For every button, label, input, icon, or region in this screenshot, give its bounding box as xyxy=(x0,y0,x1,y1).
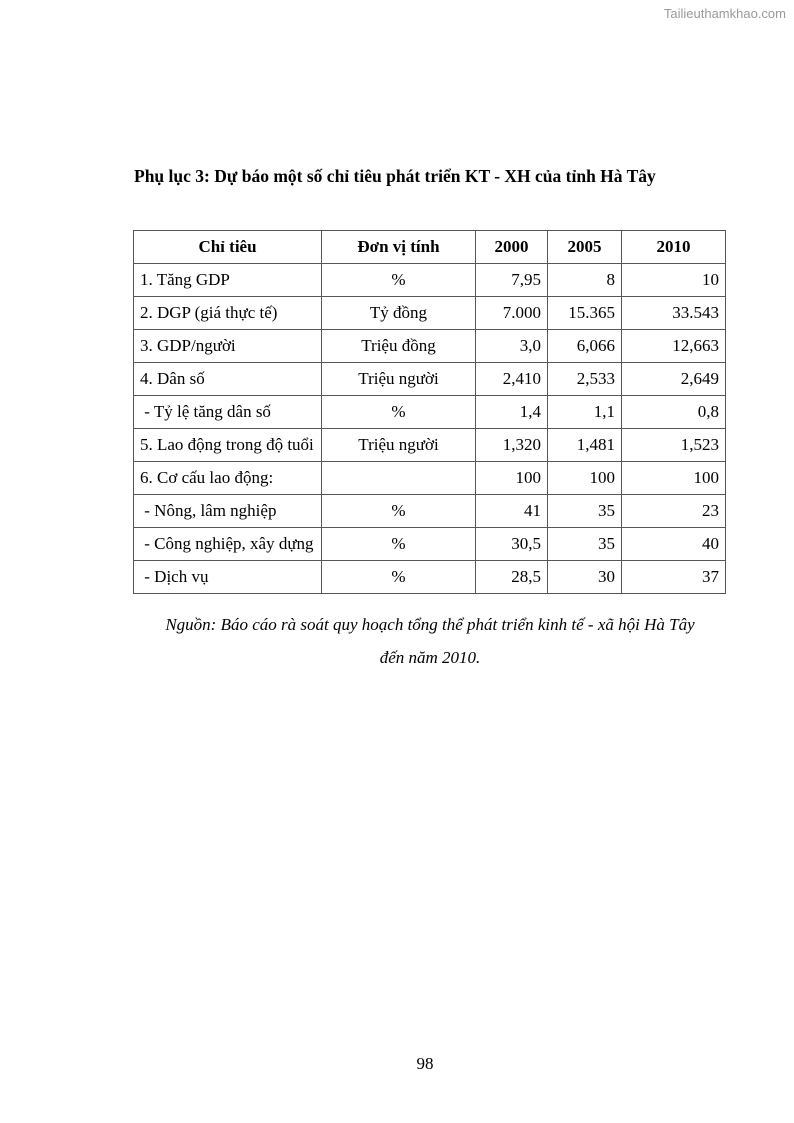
value-cell: 100 xyxy=(548,462,622,495)
indicator-cell: - Nông, lâm nghiệp xyxy=(134,495,322,528)
value-cell: 1,320 xyxy=(476,429,548,462)
forecast-table xyxy=(133,230,726,594)
indicator-cell: 3. GDP/người xyxy=(134,330,322,363)
table-row xyxy=(134,363,726,396)
indicator-cell: 2. DGP (giá thực tế) xyxy=(134,297,322,330)
value-cell: 0,8 xyxy=(622,396,726,429)
value-cell: 37 xyxy=(622,561,726,594)
unit-cell: % xyxy=(322,264,476,297)
value-cell: 1,481 xyxy=(548,429,622,462)
value-cell: 8 xyxy=(548,264,622,297)
column-header: Chỉ tiêu xyxy=(134,231,322,264)
value-cell: 23 xyxy=(622,495,726,528)
indicator-cell: - Công nghiệp, xây dựng xyxy=(134,528,322,561)
column-header: 2010 xyxy=(622,231,726,264)
value-cell: 28,5 xyxy=(476,561,548,594)
source-note xyxy=(120,608,740,674)
unit-cell: % xyxy=(322,396,476,429)
table-header-row xyxy=(134,231,726,264)
table-row xyxy=(134,297,726,330)
unit-cell: % xyxy=(322,561,476,594)
value-cell: 30 xyxy=(548,561,622,594)
unit-cell: % xyxy=(322,528,476,561)
column-header: 2005 xyxy=(548,231,622,264)
value-cell: 41 xyxy=(476,495,548,528)
value-cell: 15.365 xyxy=(548,297,622,330)
value-cell: 100 xyxy=(476,462,548,495)
indicator-cell: 5. Lao động trong độ tuổi xyxy=(134,429,322,462)
value-cell: 35 xyxy=(548,495,622,528)
table-row xyxy=(134,330,726,363)
table-row xyxy=(134,264,726,297)
table-row xyxy=(134,495,726,528)
value-cell: 2,533 xyxy=(548,363,622,396)
unit-cell xyxy=(322,462,476,495)
value-cell: 1,4 xyxy=(476,396,548,429)
value-cell: 30,5 xyxy=(476,528,548,561)
value-cell: 40 xyxy=(622,528,726,561)
indicator-cell: 1. Tăng GDP xyxy=(134,264,322,297)
column-header: 2000 xyxy=(476,231,548,264)
value-cell: 10 xyxy=(622,264,726,297)
source-line-2: đến năm 2010. xyxy=(379,648,481,667)
watermark: Tailieuthamkhao.com xyxy=(663,6,786,21)
value-cell: 2,649 xyxy=(622,363,726,396)
value-cell: 1,1 xyxy=(548,396,622,429)
unit-cell: % xyxy=(322,495,476,528)
value-cell: 2,410 xyxy=(476,363,548,396)
column-header: Đơn vị tính xyxy=(322,231,476,264)
value-cell: 35 xyxy=(548,528,622,561)
indicator-cell: 6. Cơ cấu lao động: xyxy=(134,462,322,495)
source-line-1: Nguồn: Báo cáo rà soát quy hoạch tổng thể phát triển kinh tế - xã hội Hà Tây xyxy=(165,615,695,634)
indicator-cell: - Tỷ lệ tăng dân số xyxy=(134,396,322,429)
table-row xyxy=(134,429,726,462)
table-row xyxy=(134,528,726,561)
indicator-cell: - Dịch vụ xyxy=(134,561,322,594)
value-cell: 7.000 xyxy=(476,297,548,330)
indicator-cell: 4. Dân số xyxy=(134,363,322,396)
unit-cell: Triệu người xyxy=(322,429,476,462)
table-row xyxy=(134,396,726,429)
value-cell: 3,0 xyxy=(476,330,548,363)
unit-cell: Triệu đồng xyxy=(322,330,476,363)
table-row xyxy=(134,561,726,594)
table-row xyxy=(134,462,726,495)
appendix-title: Phụ lục 3: Dự báo một số chỉ tiêu phát triển KT - XH của tỉnh Hà Tây xyxy=(134,166,656,186)
unit-cell: Triệu người xyxy=(322,363,476,396)
value-cell: 6,066 xyxy=(548,330,622,363)
value-cell: 100 xyxy=(622,462,726,495)
value-cell: 33.543 xyxy=(622,297,726,330)
unit-cell: Tỷ đồng xyxy=(322,297,476,330)
value-cell: 12,663 xyxy=(622,330,726,363)
value-cell: 1,523 xyxy=(622,429,726,462)
value-cell: 7,95 xyxy=(476,264,548,297)
page-number: 98 xyxy=(416,1054,434,1073)
